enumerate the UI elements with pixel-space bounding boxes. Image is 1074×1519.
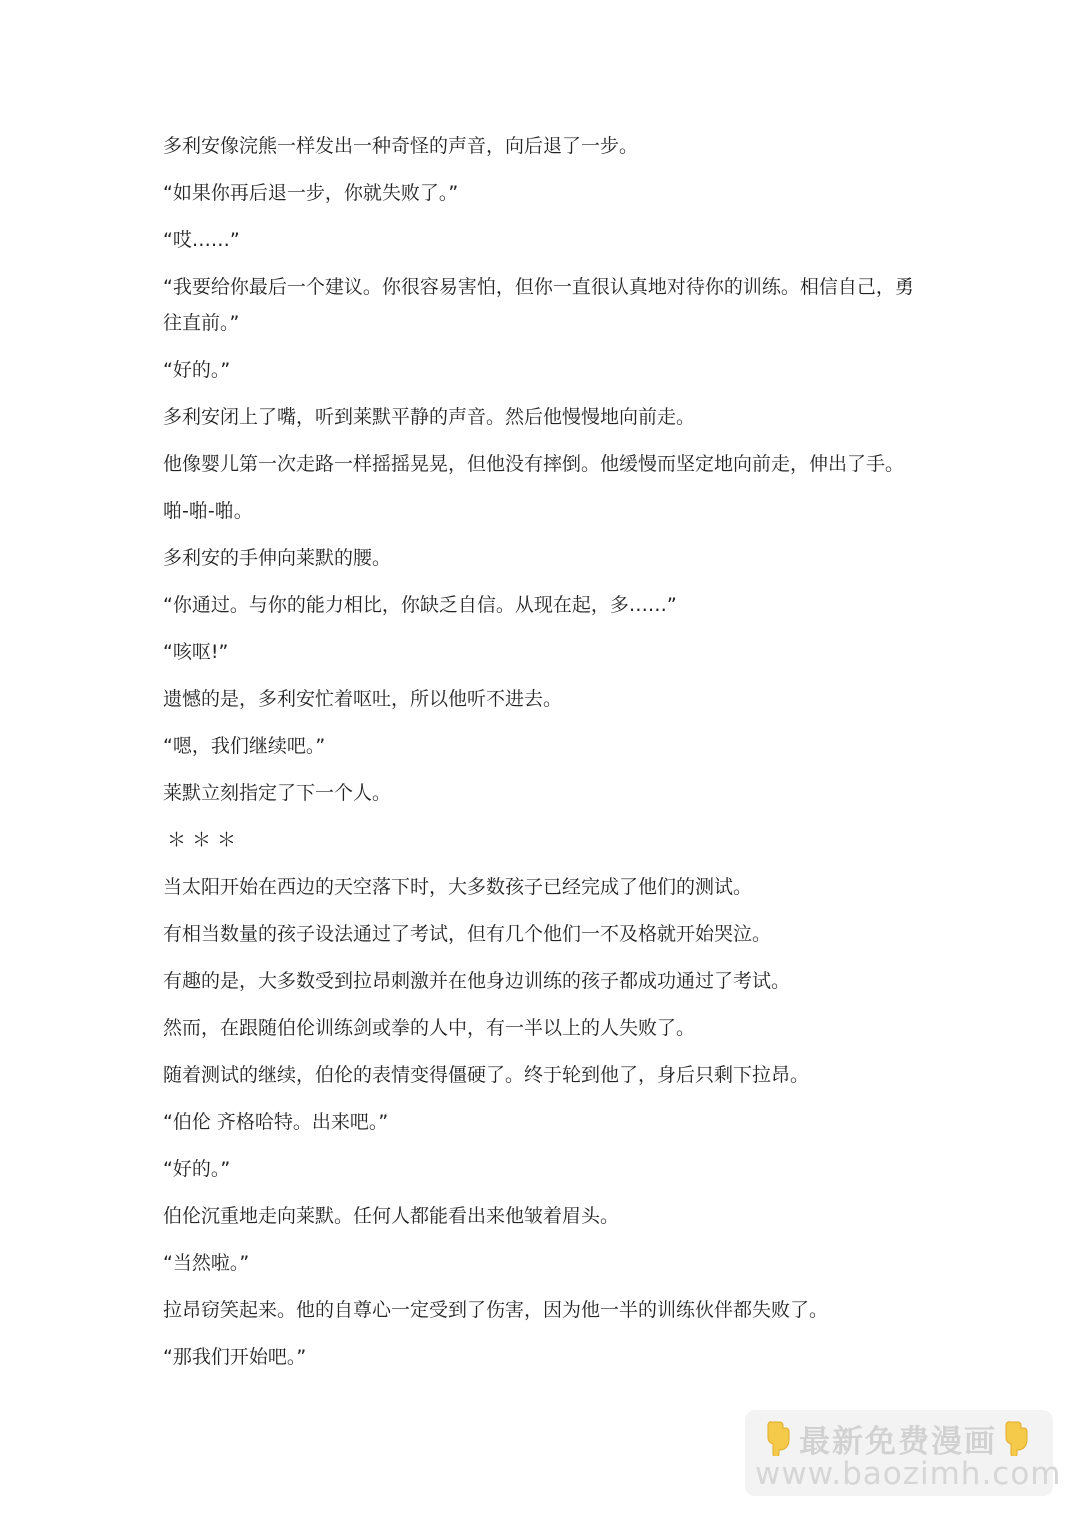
paragraph: 伯伦沉重地走向莱默。任何人都能看出来他皱着眉头。 — [163, 1205, 620, 1227]
watermark-url: www.baozimh.com — [755, 1456, 1062, 1492]
paragraph: 他像婴儿第一次走路一样摇摇晃晃，但他没有摔倒。他缓慢而坚定地向前走，伸出了手。 — [163, 453, 905, 475]
paragraph: 随着测试的继续，伯伦的表情变得僵硬了。终于轮到他了，身后只剩下拉昂。 — [163, 1064, 810, 1086]
paragraph: 然而，在跟随伯伦训练剑或拳的人中，有一半以上的人失败了。 — [163, 1017, 696, 1039]
paragraph: “我要给你最后一个建议。你很容易害怕，但你一直很认真地对待你的训练。相信自己，勇往直前。” — [163, 276, 914, 334]
paragraph: 拉昂窃笑起来。他的自尊心一定受到了伤害，因为他一半的训练伙伴都失败了。 — [163, 1299, 829, 1321]
paragraph: “你通过。与你的能力相比，你缺乏自信。从现在起，多……” — [163, 594, 677, 616]
paragraph: 莱默立刻指定了下一个人。 — [163, 782, 392, 804]
paragraph: 当太阳开始在西边的天空落下时，大多数孩子已经完成了他们的测试。 — [163, 876, 753, 898]
paragraph: 多利安闭上了嘴，听到莱默平静的声音。然后他慢慢地向前走。 — [163, 406, 696, 428]
paragraph: 多利安像浣熊一样发出一种奇怪的声音，向后退了一步。 — [163, 135, 639, 157]
paragraph: “那我们开始吧。” — [163, 1346, 307, 1368]
section-break: ＊＊＊ — [167, 829, 243, 851]
paragraph: “当然啦。” — [163, 1252, 250, 1274]
watermark-title: 最新免费漫画 — [799, 1423, 997, 1460]
paragraph: “嗯，我们继续吧。” — [163, 735, 326, 757]
paragraph: 啪-啪-啪。 — [163, 500, 253, 522]
paragraph: 遗憾的是，多利安忙着呕吐，所以他听不进去。 — [163, 688, 563, 710]
paragraph: 有相当数量的孩子设法通过了考试，但有几个他们一不及格就开始哭泣。 — [163, 923, 772, 945]
paragraph: “如果你再后退一步，你就失败了。” — [163, 182, 459, 204]
pointing-down-hand-icon — [763, 1420, 795, 1456]
pointing-down-hand-icon — [1001, 1420, 1033, 1456]
watermark-title-row — [759, 1418, 1037, 1458]
paragraph: “好的。” — [163, 1158, 231, 1180]
paragraph: “伯伦 齐格哈特。出来吧。” — [163, 1111, 389, 1133]
paragraph: “哎……” — [163, 229, 240, 251]
paragraph: “好的。” — [163, 359, 231, 381]
paragraph: 有趣的是，大多数受到拉昂刺激并在他身边训练的孩子都成功通过了考试。 — [163, 970, 791, 992]
paragraph: “咳呕!” — [163, 641, 229, 663]
paragraph: 多利安的手伸向莱默的腰。 — [163, 547, 392, 569]
watermark — [745, 1410, 1062, 1496]
text-body — [163, 128, 923, 1386]
